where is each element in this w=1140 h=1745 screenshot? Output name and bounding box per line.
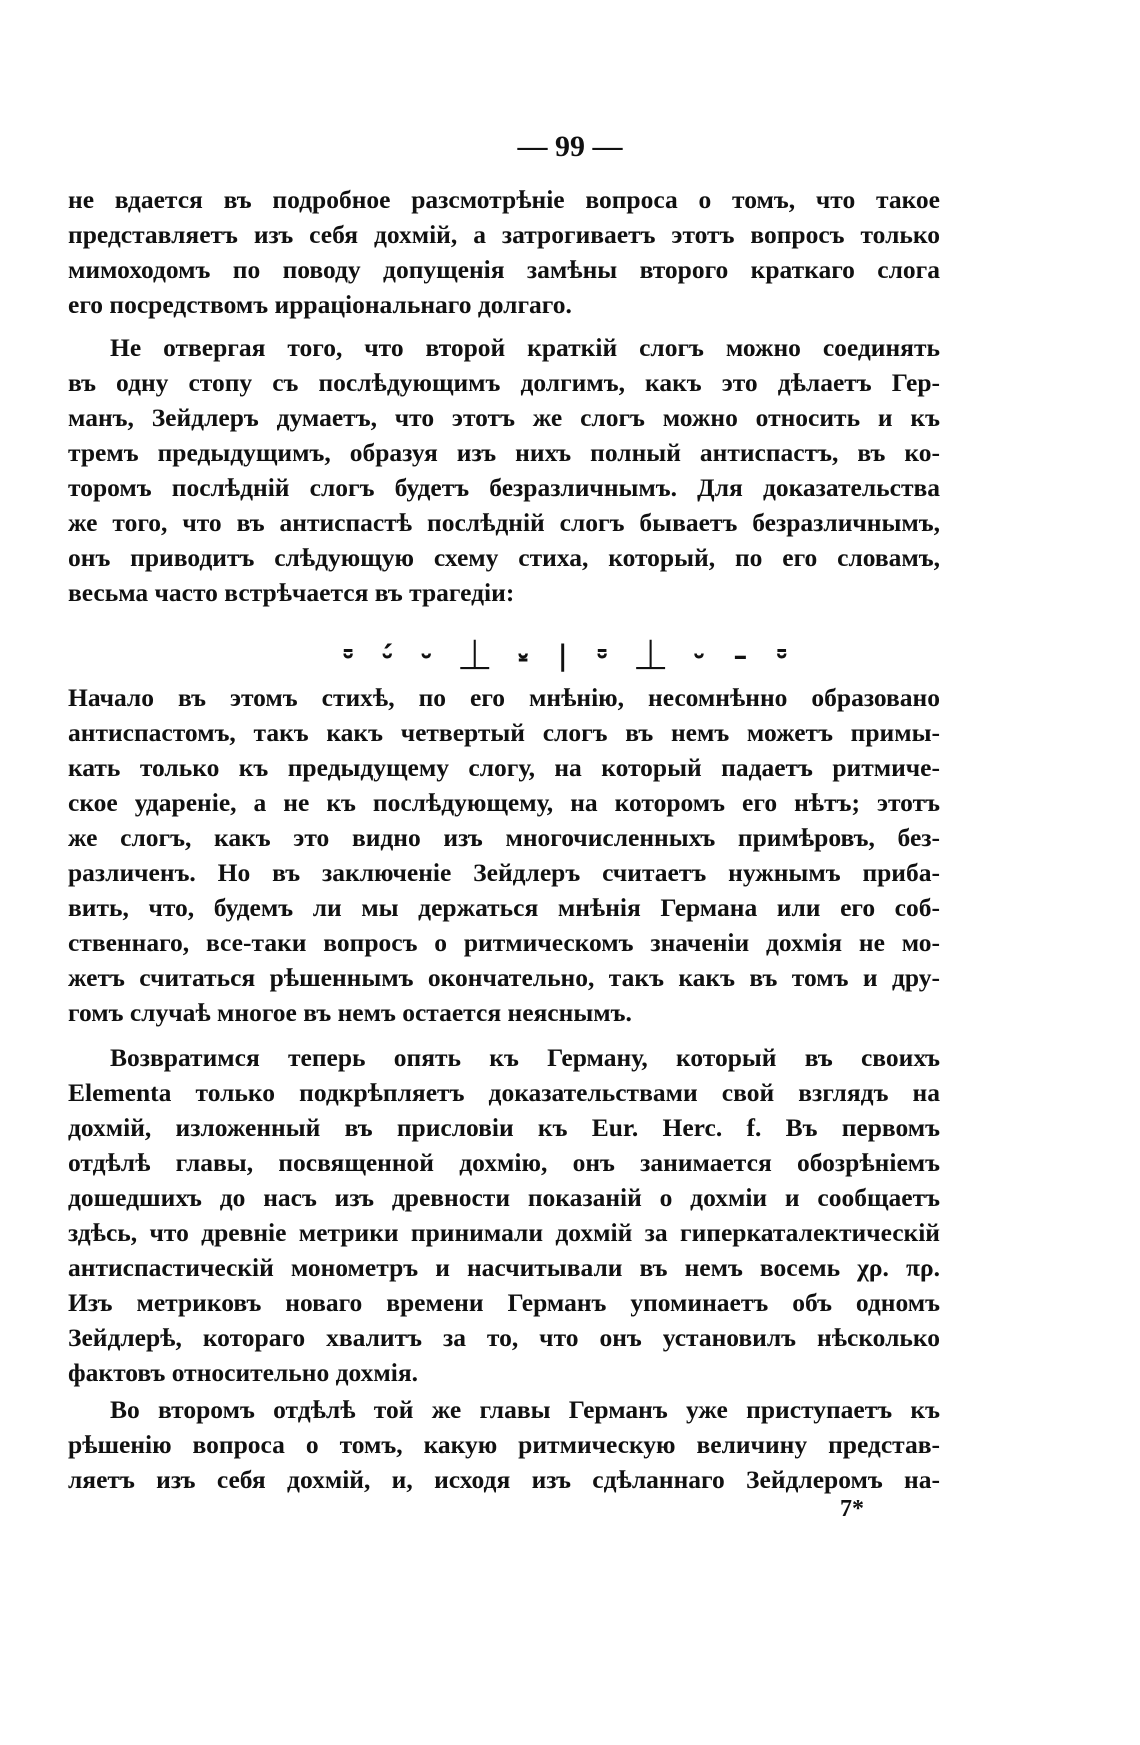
text-line: торомъ послѣдній слогъ будетъ безразличнымъ. Для доказательства [68,473,940,502]
text-line: отдѣлѣ главы, посвященной дохмію, онъ занимается обозрѣніемъ [68,1148,940,1177]
text-line: ское удареніе, а не къ послѣдующему, на которомъ его нѣтъ; этотъ [68,788,940,817]
text-line: представляетъ изъ себя дохмій, а затрогиваетъ этотъ вопросъ только [68,220,940,249]
text-line: ляетъ изъ себя дохмій, и, исходя изъ сдѣланнаго Зейдлеромъ на- [68,1465,940,1494]
metrical-scheme: ⏒ ⏑́ ⏑ ⏊ ⏓ | ⏒ ⏊ ⏑ – ⏒ [343,639,797,672]
text-line: различенъ. Но въ заключеніе Зейдлеръ считаетъ нужнымъ приба- [68,858,940,887]
text-line: ственнаго, все-таки вопросъ о ритмическомъ значеніи дохмія не мо- [68,928,940,957]
paragraph-2 [68,330,940,610]
paragraph-5 [68,1392,940,1497]
text-line: фактовъ относительно дохмія. [68,1358,419,1387]
text-line: дохмій, изложенный въ присловіи къ Eur. Herc. f. Въ первомъ [68,1113,940,1142]
text-line: весьма часто встрѣчается въ трагедіи: [68,578,515,607]
text-line: гомъ случаѣ многое въ немъ остается неяснымъ. [68,998,632,1027]
text-line: Во второмъ отдѣлѣ той же главы Германъ уже приступаетъ къ [110,1395,940,1424]
text-line: Изъ метриковъ новаго времени Германъ упоминаетъ объ одномъ [68,1288,940,1317]
text-line: Elementa только подкрѣпляетъ доказательствами свой взглядъ на [68,1078,940,1107]
paragraph-4 [68,1040,940,1390]
text-line: манъ, Зейдлеръ думаетъ, что этотъ же слогъ можно относить и къ [68,403,940,432]
text-line: Не отвергая того, что второй краткій слогъ можно соединять [110,333,940,362]
text-line: не вдается въ подробное разсмотрѣніе вопроса о томъ, что такое [68,185,940,214]
text-line: въ одну стопу съ послѣдующимъ долгимъ, какъ это дѣлаетъ Гер- [68,368,940,397]
paragraph-1 [68,182,940,322]
text-line: антиспастомъ, такъ какъ четвертый слогъ въ немъ можетъ примы- [68,718,940,747]
text-line: тремъ предыдущимъ, образуя изъ нихъ полный антиспастъ, въ ко- [68,438,940,467]
text-line: онъ приводитъ слѣдующую схему стиха, который, по его словамъ, [68,543,940,572]
signature-mark: 7* [840,1496,864,1522]
text-line: Начало въ этомъ стихѣ, по его мнѣнію, несомнѣнно образовано [68,683,940,712]
text-line: вить, что, будемъ ли мы держаться мнѣнія Германа или его соб- [68,893,940,922]
text-line: жетъ считаться рѣшеннымъ окончательно, такъ какъ въ томъ и дру- [68,963,940,992]
text-line: его посредствомъ ирраціональнаго долгаго. [68,290,572,319]
text-line: же того, что въ антиспастѣ послѣдній слогъ бываетъ безразличнымъ, [68,508,940,537]
page-number: — 99 — [517,130,623,163]
text-line: дошедшихъ до насъ изъ древности показаній о дохміи и сообщаетъ [68,1183,940,1212]
text-line: рѣшенію вопроса о томъ, какую ритмическую величину представ- [68,1430,940,1459]
text-line: мимоходомъ по поводу допущенія замѣны второго краткаго слога [68,255,940,284]
text-line: же слогъ, какъ это видно изъ многочисленныхъ примѣровъ, без- [68,823,940,852]
text-line: кать только къ предыдущему слогу, на который падаетъ ритмиче- [68,753,940,782]
text-line: Зейдлерѣ, котораго хвалитъ за то, что онъ установилъ нѣсколько [68,1323,940,1352]
text-line: Возвратимся теперь опять къ Герману, который въ своихъ [110,1043,940,1072]
text-line: здѣсь, что древніе метрики принимали дохмій за гиперкаталектическій [68,1218,940,1247]
text-line: антиспастическій монометръ и насчитывали въ немъ восемь χρ. πρ. [68,1253,940,1282]
paragraph-3 [68,680,940,1030]
